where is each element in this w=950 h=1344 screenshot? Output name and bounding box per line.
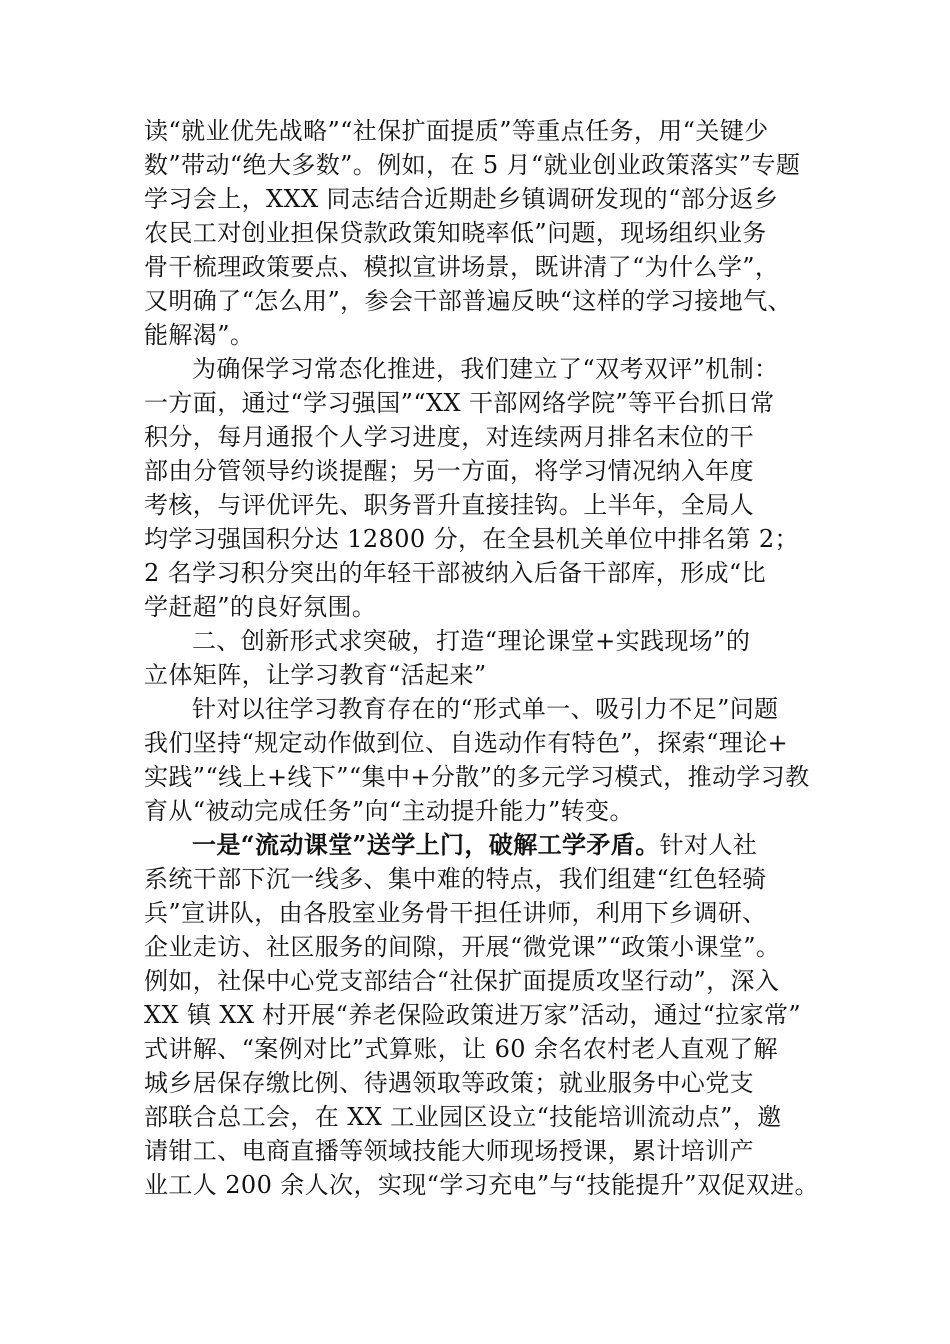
text-segment: 积分，每月通报个人学习进度，对连续两月排名末位的干: [144, 423, 754, 451]
text-segment: 例如，社保中心党支部结合“社保扩面提质攻坚行动”，深入: [144, 967, 780, 995]
text-segment: 式讲解、“案例对比”式算账，让 60 余名农村老人直观了解: [144, 1035, 778, 1063]
text-line: [144, 454, 818, 488]
text-segment: 部由分管领导约谈提醒；另一方面，将学习情况纳入年度: [144, 457, 754, 485]
text-segment: 一方面，通过“学习强国”“XX 干部网络学院”等平台抓日常: [144, 389, 775, 417]
text-line: [144, 318, 818, 352]
paragraph: [144, 352, 818, 624]
text-segment: 读“就业优先战略”“社保扩面提质”等重点任务，用“关键少: [144, 117, 769, 145]
text-line: [144, 148, 818, 182]
text-segment: 部联合总工会，在 XX 工业园区设立“技能培训流动点”，邀: [144, 1103, 782, 1131]
text-line: [144, 760, 818, 794]
text-segment: 能解渴”。: [144, 321, 255, 349]
text-segment: 均学习强国积分达 12800 分，在全县机关单位中排名第 2；: [144, 525, 799, 553]
text-segment: 学习会上，XXX 同志结合近期赴乡镇调研发现的“部分返乡: [144, 185, 779, 213]
text-line: [144, 1032, 818, 1066]
text-segment: 立体矩阵，让学习教育“活起来”: [144, 661, 487, 689]
text-line: [144, 692, 818, 726]
bold-heading-text: 一是“流动课堂”送学上门，破解工学矛盾。: [192, 830, 660, 859]
text-line: [144, 998, 818, 1032]
text-segment: 实践”“线上+线下”“集中+分散”的多元学习模式，推动学习教: [144, 763, 810, 791]
text-line: [144, 556, 818, 590]
text-line: [144, 930, 818, 964]
text-line: [144, 420, 818, 454]
paragraph: [144, 828, 818, 1202]
text-segment: 兵”宣讲队，由各股室业务骨干担任讲师，利用下乡调研、: [144, 899, 767, 927]
text-line: [144, 182, 818, 216]
text-segment: 请钳工、电商直播等领域技能大师现场授课，累计培训产: [144, 1137, 754, 1165]
text-line: [144, 522, 818, 556]
text-line: [144, 216, 818, 250]
paragraph: [144, 692, 818, 828]
text-line: [144, 1100, 818, 1134]
text-segment: 育从“被动完成任务”向“主动提升能力”转变。: [144, 797, 634, 825]
text-segment: 2 名学习积分突出的年轻干部被纳入后备干部库，形成“比: [144, 559, 766, 587]
text-segment: 针对人社: [659, 831, 758, 859]
text-line: [144, 386, 818, 420]
text-line: [144, 352, 818, 386]
text-segment: 针对以往学习教育存在的“形式单一、吸引力不足”问题: [192, 695, 779, 723]
text-line: [144, 964, 818, 998]
text-line: [144, 624, 818, 658]
text-segment: 我们坚持“规定动作做到位、自选动作有特色”，探索“理论+: [144, 729, 789, 757]
text-line: [144, 896, 818, 930]
text-segment: 系统干部下沉一线多、集中难的特点，我们组建“红色轻骑: [144, 865, 767, 893]
text-line: [144, 658, 818, 692]
text-line: [144, 590, 818, 624]
paragraph: [144, 114, 818, 352]
text-segment: 为确保学习常态化推进，我们建立了“双考双评”机制：: [192, 355, 779, 383]
text-segment: 城乡居保存缴比例、待遇领取等政策；就业服务中心党支: [144, 1069, 754, 1097]
text-line: [144, 250, 818, 284]
text-line: [144, 726, 818, 760]
text-segment: 骨干梳理政策要点、模拟宣讲场景，既讲清了“为什么学”，: [144, 253, 780, 281]
text-segment: 农民工对创业担保贷款政策知晓率低”问题，现场组织业务: [144, 219, 767, 247]
text-line: [144, 284, 818, 318]
text-segment: 考核，与评优评先、职务晋升直接挂钩。上半年，全局人: [144, 491, 754, 519]
text-line: [144, 862, 818, 896]
text-line: [144, 828, 818, 862]
text-line: [144, 794, 818, 828]
text-segment: XX 镇 XX 村开展“养老保险政策进万家”活动，通过“拉家常”: [144, 1001, 802, 1029]
text-segment: 业工人 200 余人次，实现“学习充电”与“技能提升”双促双进。: [144, 1171, 819, 1199]
text-line: [144, 114, 818, 148]
text-segment: 学赶超”的良好氛围。: [144, 593, 377, 621]
text-segment: 企业走访、社区服务的间隙，开展“微党课”“政策小课堂”。: [144, 933, 781, 961]
text-line: [144, 1134, 818, 1168]
text-segment: 又明确了“怎么用”，参会干部普遍反映“这样的学习接地气、: [144, 287, 793, 315]
text-line: [144, 1168, 818, 1202]
text-segment: 数”带动“绝大多数”。例如，在 5 月“就业创业政策落实”专题: [144, 151, 801, 179]
text-line: [144, 1066, 818, 1100]
paragraph: [144, 624, 818, 692]
text-line: [144, 488, 818, 522]
text-segment: 二、创新形式求突破，打造“理论课堂+实践现场”的: [192, 627, 751, 655]
